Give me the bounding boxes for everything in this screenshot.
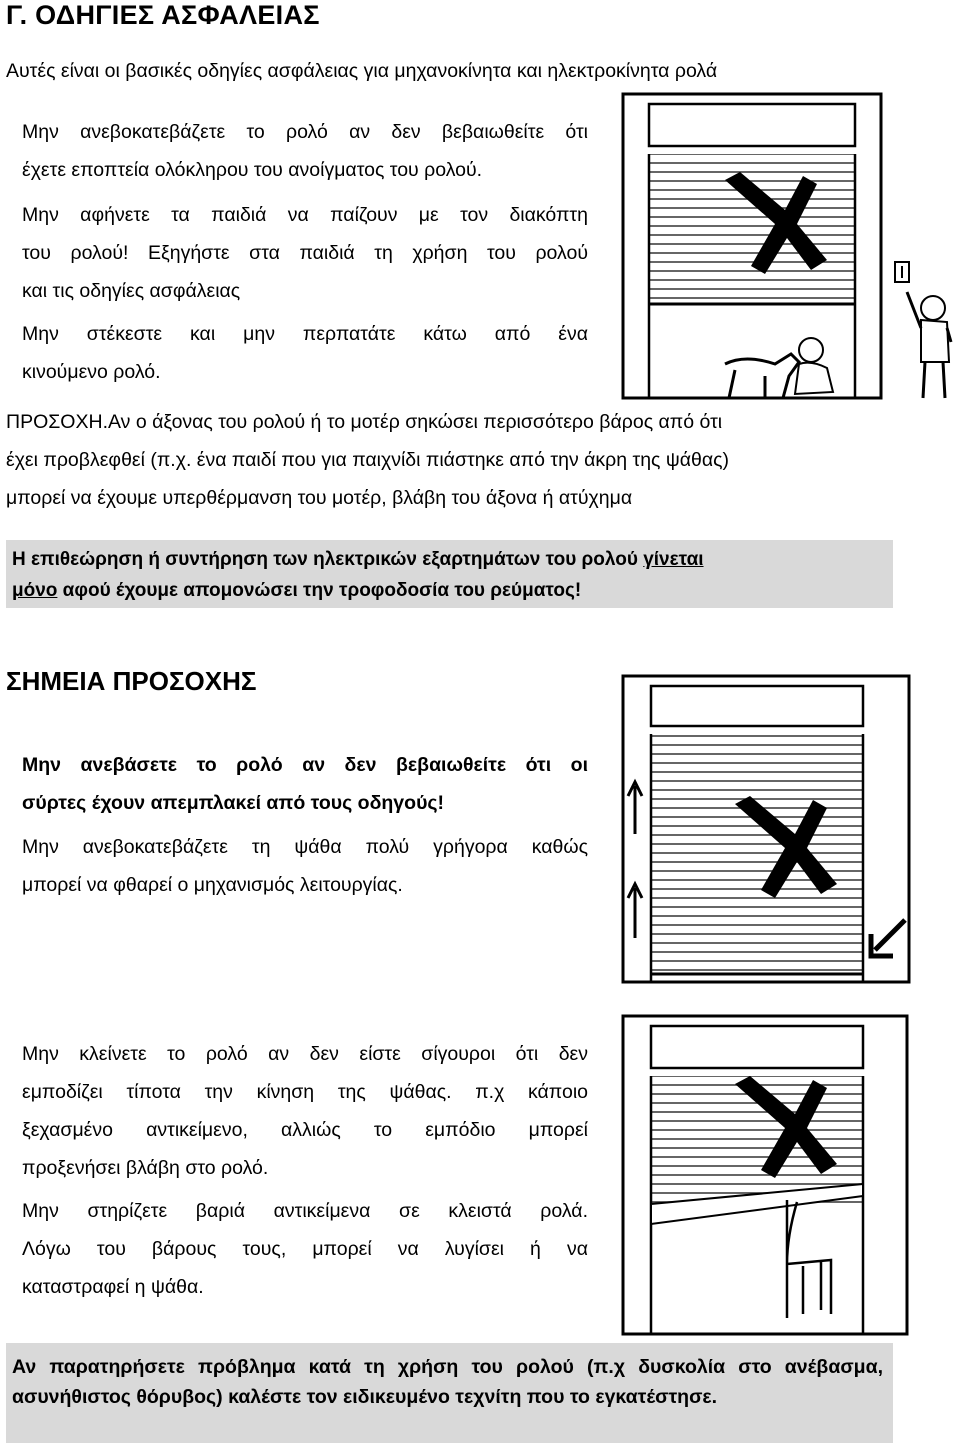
warning-text: αφού έχουμε απομονώσει την τροφοδοσία του ρεύματος! [57, 580, 582, 601]
caution-line-1 [6, 403, 722, 441]
illustration-shutter-chair [615, 1014, 915, 1338]
rule-line: καταστραφεί η ψάθα. [22, 1276, 204, 1298]
caution-label: ΠΡΟΣΟΧΗ. [6, 411, 108, 433]
section-title: Γ. ΟΔΗΓΙΕΣ ΑΣΦΑΛΕΙΑΣ [6, 0, 320, 30]
rule-line: Μην ανεβοκατεβάζετε το ρολό αν δεν βεβαιωθείτε ότι [22, 121, 588, 143]
attention-title: ΣΗΜΕΙΑ ΠΡΟΣΟΧΗΣ [6, 666, 257, 696]
caution-line-2: έχει προβλεφθεί (π.χ. ένα παιδί που για παιχνίδι πιάστηκε από την άκρη της ψάθας) [6, 449, 730, 471]
warning-emphasis: γίνεται [643, 549, 704, 570]
rule-line: μπορεί να φθαρεί ο μηχανισμός λειτουργίας. [22, 874, 403, 896]
rule-line: σύρτες έχουν απεμπλακεί από τους οδηγούς! [22, 792, 445, 814]
rule-line: Μην αφήνετε τα παιδιά να παίζουν με τον διακόπτη [22, 204, 588, 226]
rule-line: Μην ανεβάσετε το ρολό αν δεν βεβαιωθείτε ότι οι [22, 754, 588, 776]
warning-text: Η επιθεώρηση ή συντήρηση των ηλεκτρικών εξαρτημάτων του ρολού [12, 549, 644, 570]
rule-line: ξεχασμένο αντικείμενο, αλλιώς το εμπόδιο μπορεί [22, 1119, 588, 1141]
rule-line: Μην κλείνετε το ρολό αν δεν είστε σίγουροι ότι δεν [22, 1043, 588, 1065]
rule-line: Μην ανεβοκατεβάζετε τη ψάθα πολύ γρήγορα καθώς [22, 836, 588, 858]
rule-line: εμποδίζει τίποτα την κίνηση της ψάθας. π.χ κάποιο [22, 1081, 588, 1103]
caution-text: Αν ο άξονας του ρολού ή το μοτέρ σηκώσει περισσότερο βάρος από ότι [108, 411, 723, 433]
rule-line: έχετε εποπτεία ολόκληρου του ανοίγματος του ρολού. [22, 159, 483, 181]
warning-line-2 [12, 575, 887, 606]
warning-emphasis: μόνο [12, 580, 58, 601]
rule-line: του ρολού! Εξηγήστε στα παιδιά τη χρήση του ρολού [22, 242, 588, 264]
intro-text: Αυτές είναι οι βασικές οδηγίες ασφάλειας για μηχανοκίνητα και ηλεκτροκίνητα ρολά [6, 60, 718, 82]
caution-line-3: μπορεί να έχουμε υπερθέρμανση του μοτέρ, βλάβη του άξονα ή ατύχημα [6, 487, 633, 509]
rule-line: προξενήσει βλάβη στο ρολό. [22, 1157, 269, 1179]
warning-line-1 [12, 544, 887, 575]
rule-line: Μην στέκεστε και μην περπατάτε κάτω από ένα [22, 323, 588, 345]
rule-line: Μην στηρίζετε βαριά αντικείμενα σε κλειστά ρολά. [22, 1200, 588, 1222]
final-notice-box: Αν παρατηρήσετε πρόβλημα κατά τη χρήση του ρολού (π.χ δυσκολία στο ανέβασμα, ασυνήθιστος θόρυβος) καλέστε τον ειδικευμένο τεχνίτη που το εγκατέστησε. [6, 1343, 893, 1443]
rule-line: Λόγω του βάρους τους, μπορεί να λυγίσει ή να [22, 1238, 588, 1260]
rule-line: κινούμενο ρολό. [22, 361, 161, 383]
illustration-shutter-latches [615, 674, 915, 984]
illustration-shutter-children [615, 92, 953, 402]
warning-box [6, 540, 893, 608]
rule-line: και τις οδηγίες ασφάλειας [22, 280, 241, 302]
